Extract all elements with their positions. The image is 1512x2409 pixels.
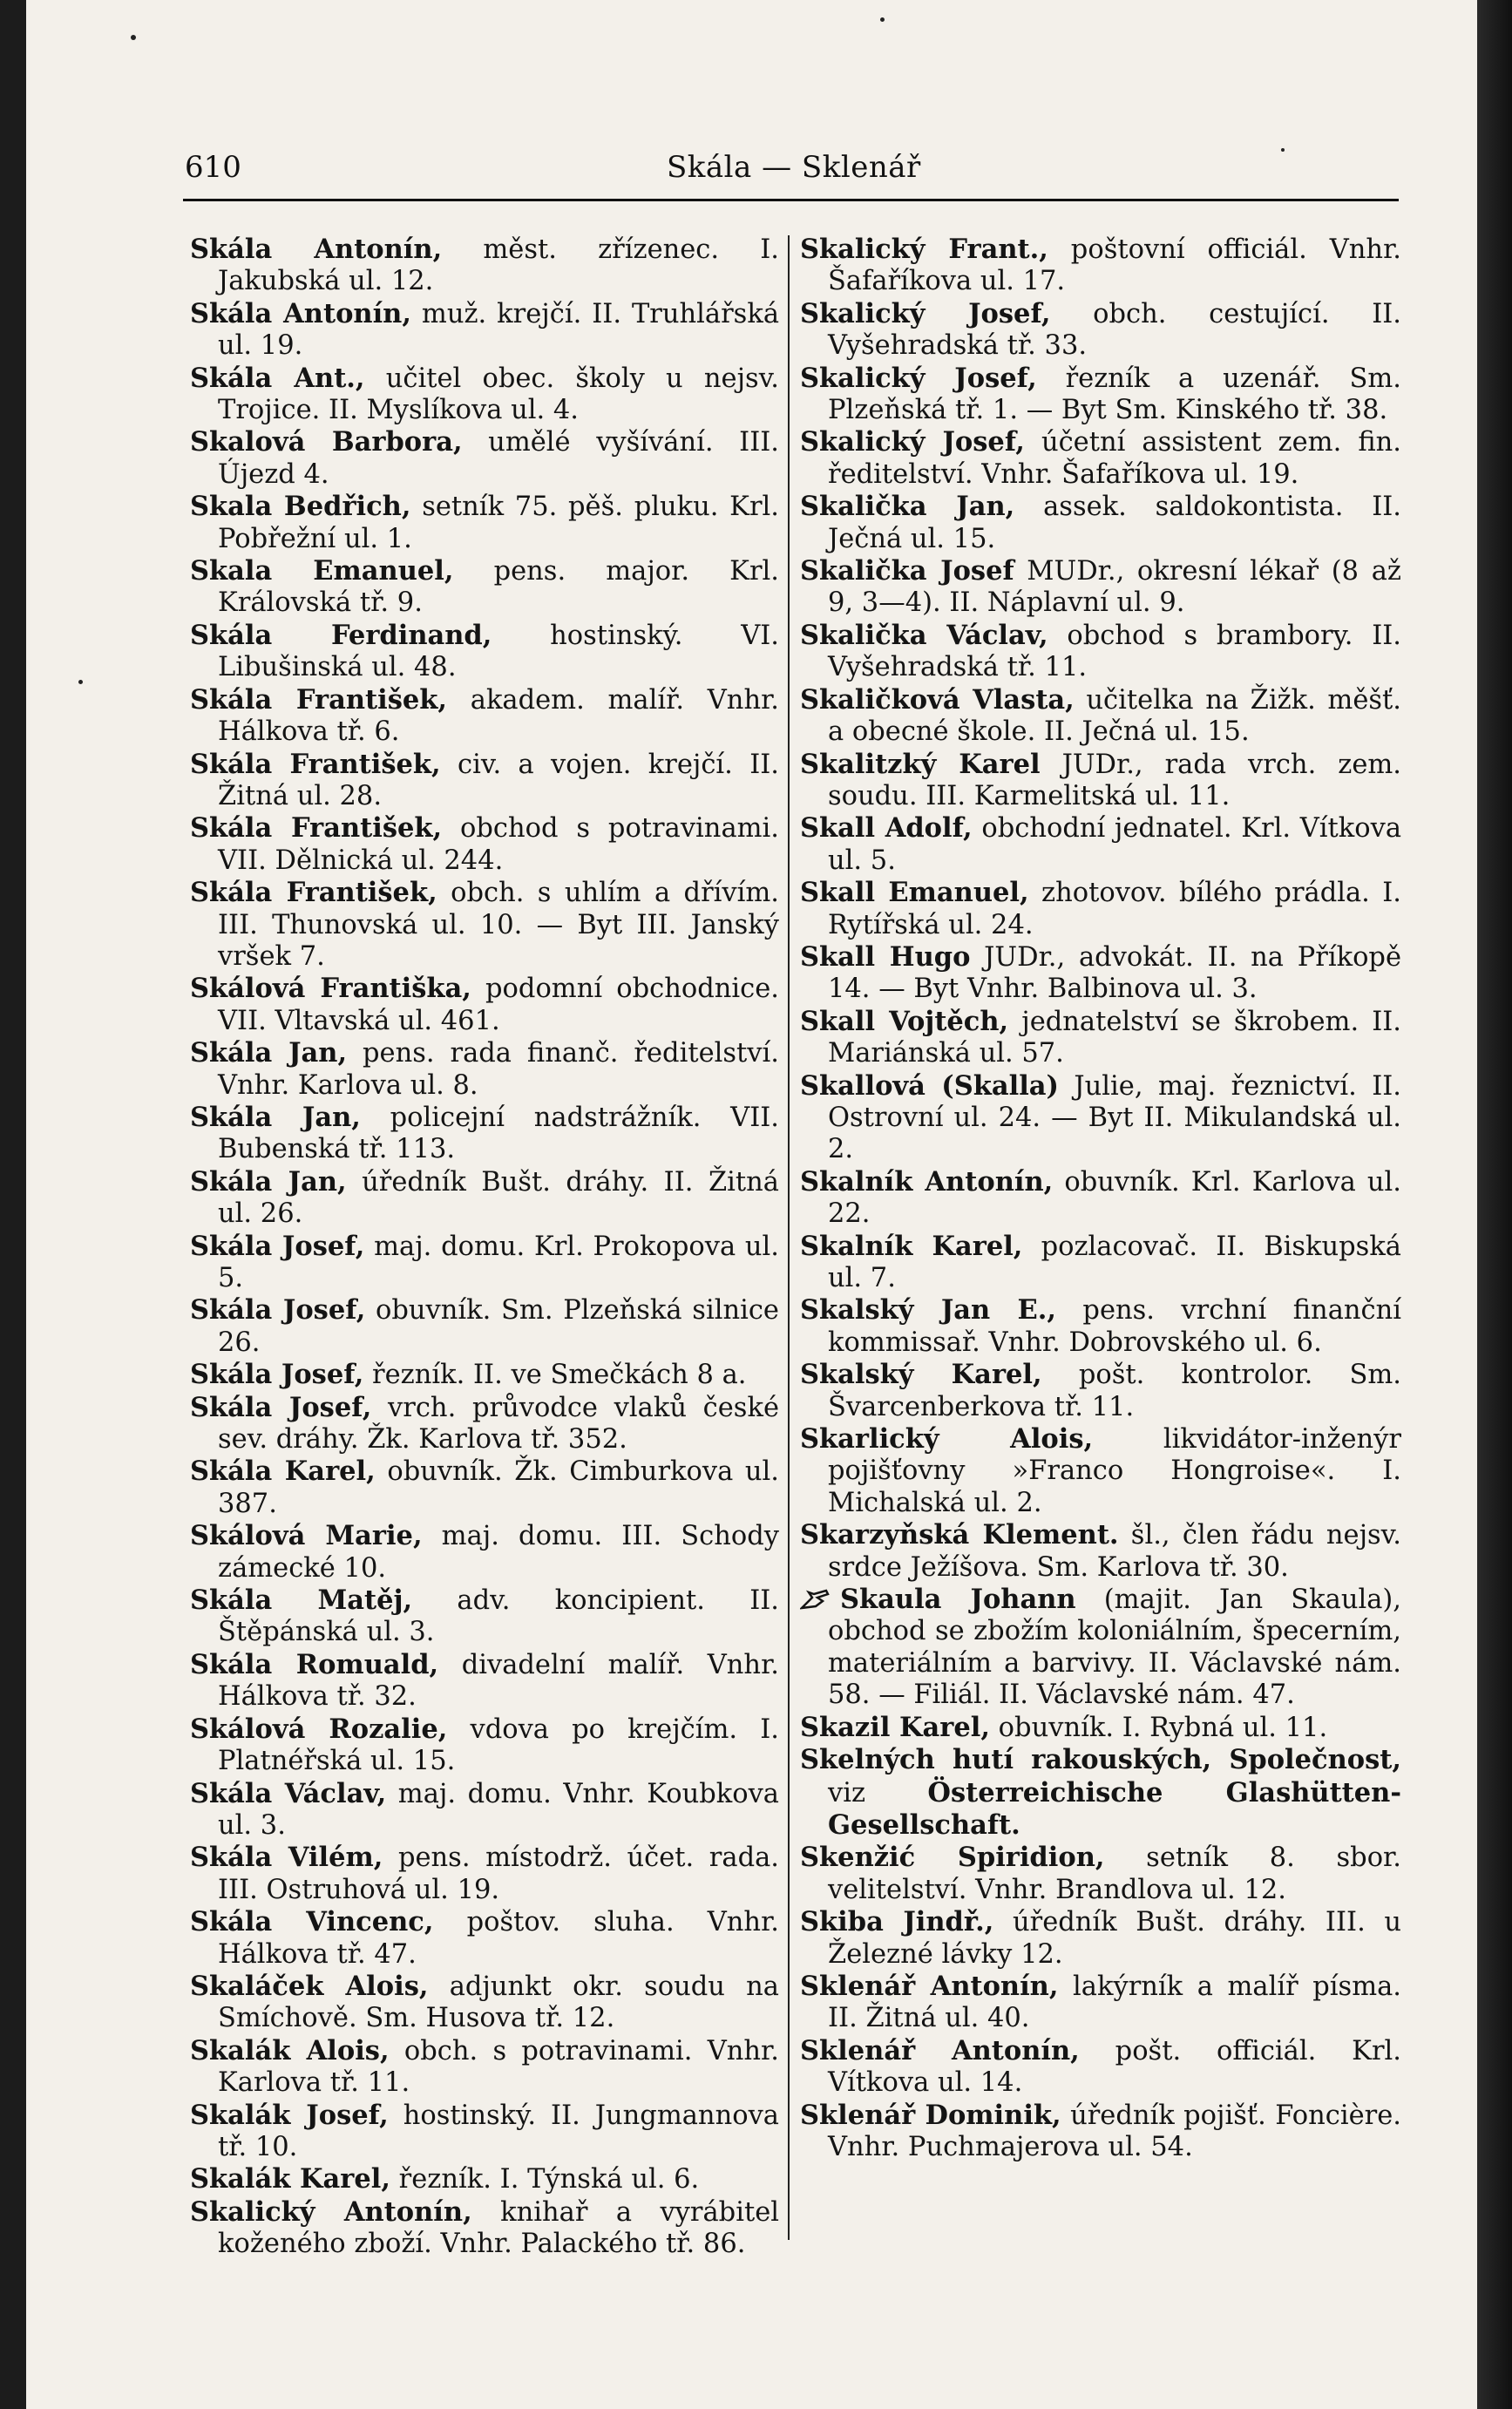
directory-entry — [800, 1744, 1401, 1842]
entry-name: Skála Ant., — [190, 362, 365, 394]
entry-name: Skall Adolf, — [800, 812, 973, 845]
entry-name: Skála Matěj, — [190, 1585, 413, 1617]
entry-name: Skála Josef, — [190, 1230, 365, 1262]
entry-name: Sklenář Antonín, — [800, 2034, 1080, 2066]
header-rule — [183, 199, 1399, 201]
directory-entry — [190, 1971, 779, 2035]
directory-entry — [800, 1423, 1401, 1519]
directory-entry — [800, 1166, 1401, 1231]
directory-entry — [190, 620, 779, 684]
entry-name: Skaličková Vlasta, — [800, 683, 1075, 716]
directory-entry — [190, 491, 779, 555]
entry-details: hostinský. II. Jungmannova tř. 10. — [218, 2100, 779, 2162]
directory-entry — [800, 1359, 1401, 1423]
running-head — [26, 150, 1477, 202]
entry-name: Skála František, — [190, 683, 448, 716]
entry-name: Skála Jan, — [190, 1165, 347, 1198]
entry-details: úředník Bušt. dráhy. II. Žitná ul. 26. — [218, 1166, 779, 1230]
entry-details: pens. vrchní finanční kommissař. Vnhr. Dobrovského ul. 6. — [828, 1295, 1401, 1358]
entry-name: Skálová Marie, — [190, 1520, 423, 1552]
directory-entry — [190, 1392, 779, 1456]
directory-entry — [190, 812, 779, 877]
scan-speck — [880, 17, 885, 22]
directory-entry — [190, 1649, 779, 1713]
entry-name: Skála Jan, — [190, 1101, 361, 1133]
entry-details: likvidátor-inženýr pojišťovny »Franco Hongroise«. I. Michalská ul. 2. — [828, 1424, 1401, 1518]
entry-name: Skála František, — [190, 877, 437, 909]
directory-entry — [190, 1778, 779, 1842]
entry-details: obch. s potravinami. Vnhr. Karlova tř. 11. — [218, 2035, 779, 2099]
directory-entry — [800, 749, 1401, 813]
entry-details: obchod s potravinami. VII. Dělnická ul. 244. — [218, 813, 780, 876]
entry-details: obch. s uhlím a dřívím. III. Thunovská ul. 10. — Byt III. Janský vršek 7. — [218, 878, 780, 972]
entry-details: obch. cestující. II. Vyšehradská tř. 33. — [828, 298, 1401, 362]
directory-entry — [800, 812, 1401, 877]
entry-name: Skála Jan, — [190, 1037, 348, 1069]
directory-entry — [190, 1294, 779, 1359]
entry-name: Skalitzký Karel — [800, 748, 1041, 780]
entry-details: úředník pojišť. Foncière. Vnhr. Puchmajerova ul. 54. — [828, 2100, 1401, 2162]
entry-name: Skála Vilém, — [190, 1842, 383, 1874]
scan-speck — [78, 680, 83, 684]
directory-entry — [800, 1906, 1401, 1971]
entry-name: Skalický Frant., — [800, 234, 1048, 265]
entry-details: maj. domu. III. Schody zámecké 10. — [218, 1521, 779, 1584]
directory-entry — [190, 298, 779, 363]
entry-details: Julie, maj. řeznictví. II. Ostrovní ul. 24. — Byt II. Mikulandská ul. 2. — [828, 1070, 1401, 1165]
directory-entry — [190, 2035, 779, 2100]
entry-details: lakýrník a malíř písma. II. Žitná ul. 40. — [828, 1971, 1401, 2034]
entry-details: adjunkt okr. soudu na Smíchově. Sm. Husova tř. 12. — [218, 1971, 779, 2034]
entry-name: Skalička Václav, — [800, 619, 1048, 651]
directory-entry — [800, 1519, 1401, 1584]
pointing-hand-icon — [800, 1587, 835, 1612]
entry-name: Skála Václav, — [190, 1777, 387, 1809]
entry-name: Skalský Karel, — [800, 1359, 1042, 1391]
entry-reference: Österreichische Glashütten-Gesellschaft. — [828, 1776, 1401, 1841]
entry-details: obchod s brambory. II. Vyšehradská tř. 11. — [828, 620, 1401, 683]
entry-name: Skála Vincenc, — [190, 1906, 434, 1938]
entry-details: pošt. officiál. Krl. Vítkova ul. 14. — [828, 2035, 1401, 2099]
directory-entry — [190, 1520, 779, 1585]
entry-details: řezník. I. Týnská ul. 6. — [390, 2164, 700, 2195]
entry-details: vdova po krejčím. I. Platnéřská ul. 15. — [218, 1713, 779, 1777]
directory-entry — [800, 620, 1401, 684]
directory-entry — [190, 749, 779, 813]
entry-name: Skall Vojtěch, — [800, 1005, 1009, 1037]
entry-name: Skaláček Alois, — [190, 1970, 429, 2002]
entry-name: Skálová Rozalie, — [190, 1713, 448, 1745]
entry-name: Skalník Antonín, — [800, 1165, 1054, 1198]
directory-entry — [190, 1037, 779, 1102]
directory-entry — [190, 877, 779, 973]
entry-details: umělé vyšívání. III. Újezd 4. — [218, 427, 779, 490]
directory-entry — [190, 1906, 779, 1971]
entry-details: maj. domu. Vnhr. Koubkova ul. 3. — [218, 1778, 779, 1841]
entry-details: poštovní officiál. Vnhr. Šafaříkova ul. 17. — [828, 234, 1401, 297]
entry-name: Skalický Josef, — [800, 426, 1025, 458]
directory-entry — [190, 234, 779, 298]
entry-name: Skall Hugo — [800, 940, 971, 973]
directory-entry — [800, 1294, 1401, 1359]
directory-entry — [190, 684, 779, 749]
entry-name: Skalák Josef, — [190, 2099, 389, 2131]
entry-name: Skala Bedřich, — [190, 491, 411, 523]
directory-entry — [800, 2035, 1401, 2100]
entry-details: pens. místodrž. účet. rada. III. Ostruhová ul. 19. — [218, 1842, 779, 1905]
entry-name: Skála Josef, — [190, 1294, 366, 1327]
directory-entry — [190, 2163, 779, 2195]
entry-name: Skarlický Alois, — [800, 1423, 1094, 1456]
entry-details: obuvník. Sm. Plzeňská silnice 26. — [218, 1295, 779, 1358]
entry-details: adv. koncipient. II. Štěpánská ul. 3. — [218, 1585, 780, 1648]
directory-entry — [190, 1166, 779, 1231]
entry-name: Skala Emanuel, — [190, 555, 454, 587]
entry-name: Skalák Karel, — [190, 2163, 390, 2195]
entry-name: Skalová Barbora, — [190, 426, 463, 458]
entry-details: muž. krejčí. II. Truhlářská ul. 19. — [218, 298, 780, 362]
directory-entry — [800, 1842, 1401, 1906]
directory-entry — [800, 298, 1401, 363]
entry-details: obuvník. I. Rybná ul. 11. — [989, 1712, 1328, 1743]
directory-entry — [800, 1231, 1401, 1295]
directory-entry — [190, 426, 779, 491]
running-title: Skála — Sklenář — [667, 150, 921, 185]
directory-entry — [800, 363, 1401, 427]
entry-details: viz — [828, 1777, 928, 1808]
directory-entry — [800, 555, 1401, 620]
entry-details: řezník. II. ve Smečkách 8 a. — [363, 1360, 747, 1391]
directory-entry — [190, 1102, 779, 1166]
directory-entry — [800, 1006, 1401, 1070]
directory-entry — [190, 1456, 779, 1520]
entry-details: pošt. kontrolor. Sm. Švarcenberkova tř. 11. — [828, 1360, 1401, 1422]
directory-entry — [190, 555, 779, 620]
entry-name: Skarzyňská Klement. — [800, 1519, 1119, 1551]
entry-details: akadem. malíř. Vnhr. Hálkova tř. 6. — [218, 684, 780, 748]
entry-details: assek. saldokontista. II. Ječná ul. 15. — [828, 492, 1402, 554]
entry-details: vrch. průvodce vlaků české sev. dráhy. Žk. Karlova tř. 352. — [218, 1392, 779, 1456]
entry-name: Skála František, — [190, 812, 443, 845]
entry-details: pens. major. Krl. Královská tř. 9. — [218, 556, 779, 619]
entry-name: Skalický Antonín, — [190, 2195, 472, 2228]
entry-details: obuvník. Krl. Karlova ul. 22. — [828, 1166, 1401, 1230]
entry-details: měst. zřízenec. I. Jakubská ul. 12. — [218, 234, 779, 297]
scan-speck — [1281, 148, 1285, 152]
directory-entry — [190, 363, 779, 427]
entry-name: Skalák Alois, — [190, 2034, 390, 2066]
directory-entry — [190, 1713, 779, 1778]
entry-name: Skála František, — [190, 748, 441, 780]
directory-entry — [190, 973, 779, 1037]
directory-entry — [190, 1231, 779, 1295]
right-column — [800, 234, 1401, 2163]
scan-speck — [131, 35, 136, 40]
entry-details: JUDr., rada vrch. zem. soudu. III. Karmelitská ul. 11. — [828, 749, 1401, 811]
scan-border — [1477, 0, 1512, 2409]
entry-name: Skalička Josef — [800, 555, 1014, 587]
entry-details: obchodní jednatel. Krl. Vítkova ul. 5. — [828, 813, 1402, 876]
entry-details: (majit. Jan Skaula), obchod se zbožím koloniálním, špecerním, materiálním a barvivy. II. Václavské nám. 58. — Filiál. II. Václavské nám. 47. — [828, 1585, 1401, 1711]
column-divider — [788, 235, 790, 2240]
entry-name: Skaula Johann — [840, 1584, 1076, 1616]
entry-details: řezník a uzenář. Sm. Plzeňská tř. 1. — Byt Sm. Kinského tř. 38. — [828, 363, 1401, 426]
entry-details: civ. a vojen. krejčí. II. Žitná ul. 28. — [218, 749, 779, 811]
entry-details: JUDr., advokát. II. na Příkopě 14. — Byt Vnhr. Balbinova ul. 3. — [828, 941, 1402, 1005]
directory-entry — [800, 234, 1401, 298]
entry-details: obuvník. Žk. Cimburkova ul. 387. — [218, 1456, 779, 1519]
entry-name: Skazil Karel, — [800, 1711, 990, 1743]
entry-details: učitel obec. školy u nejsv. Trojice. II. Myslíkova ul. 4. — [218, 363, 779, 426]
entry-name: Skall Emanuel, — [800, 877, 1029, 909]
entry-details: divadelní malíř. Vnhr. Hálkova tř. 32. — [218, 1649, 779, 1713]
entry-name: Skála Josef, — [190, 1391, 372, 1423]
page-number: 610 — [185, 150, 241, 185]
entry-details: pens. rada finanč. ředitelství. Vnhr. Karlova ul. 8. — [218, 1038, 779, 1101]
directory-entry — [800, 426, 1401, 491]
directory-entry — [800, 684, 1401, 749]
directory-entry — [800, 877, 1401, 941]
entry-details: účetní assistent zem. fin. ředitelství. Vnhr. Šafaříkova ul. 19. — [828, 427, 1401, 490]
directory-entry — [800, 1070, 1401, 1166]
directory-entry — [190, 1585, 779, 1649]
directory-page — [26, 0, 1477, 2409]
entry-name: Skalník Karel, — [800, 1230, 1023, 1262]
entry-name: Skála Antonín, — [190, 297, 411, 329]
entry-details: úředník Bušt. dráhy. III. u Železné lávky 12. — [828, 1907, 1401, 1970]
entry-name: Sklenář Antonín, — [800, 1970, 1059, 2002]
entry-details: učitelka na Žižk. měšť. a obecné škole. II. Ječná ul. 15. — [828, 684, 1401, 748]
entry-details: setník 8. sbor. velitelství. Vnhr. Brandlova ul. 12. — [828, 1842, 1401, 1905]
entry-name: Skála Ferdinand, — [190, 619, 492, 651]
entry-details: podomní obchodnice. VII. Vltavská ul. 461. — [218, 974, 779, 1036]
directory-entry — [190, 2196, 779, 2261]
entry-details: maj. domu. Krl. Prokopova ul. 5. — [218, 1231, 779, 1293]
entry-details: setník 75. pěš. pluku. Krl. Pobřežní ul. 1. — [218, 492, 779, 554]
entry-details: MUDr., okresní lékař (8 až 9, 3—4). II. Náplavní ul. 9. — [828, 556, 1401, 619]
directory-entry — [190, 1842, 779, 1906]
directory-entry — [800, 1584, 1401, 1712]
entry-details: šl., člen řádu nejsv. srdce Ježíšova. Sm. Karlova tř. 30. — [828, 1520, 1401, 1583]
entry-name: Skála Romuald, — [190, 1648, 439, 1680]
left-column — [190, 234, 779, 2261]
entry-name: Skelných hutí rakouských, Společnost, — [800, 1744, 1401, 1776]
entry-name: Skálová Františka, — [190, 973, 471, 1005]
directory-entry — [800, 2100, 1401, 2164]
entry-details: knihař a vyrábitel koženého zboží. Vnhr. Palackého tř. 86. — [218, 2196, 780, 2260]
entry-details: poštov. sluha. Vnhr. Hálkova tř. 47. — [218, 1907, 779, 1970]
entry-details: policejní nadstrážník. VII. Bubenská tř. 113. — [218, 1102, 779, 1165]
entry-name: Skalský Jan E., — [800, 1294, 1057, 1327]
directory-entry — [190, 1359, 779, 1391]
directory-entry — [190, 2100, 779, 2164]
directory-entry — [800, 1712, 1401, 1744]
entry-name: Skallová (Skalla) — [800, 1069, 1059, 1102]
entry-details: pozlacovač. II. Biskupská ul. 7. — [828, 1231, 1401, 1293]
entry-name: Skála Karel, — [190, 1456, 376, 1488]
entry-name: Skála Josef, — [190, 1359, 364, 1391]
directory-entry — [800, 491, 1401, 555]
directory-entry — [800, 1971, 1401, 2035]
entry-name: Skalický Josef, — [800, 297, 1051, 329]
entry-name: Skenžić Spiridion, — [800, 1842, 1105, 1874]
entry-name: Skalický Josef, — [800, 362, 1037, 394]
entry-details: zhotovov. bílého prádla. I. Rytířská ul. 24. — [828, 878, 1401, 940]
entry-details: jednatelství se škrobem. II. Mariánská ul. 57. — [828, 1006, 1401, 1069]
directory-entry — [800, 941, 1401, 1006]
entry-name: Skalička Jan, — [800, 491, 1015, 523]
entry-name: Skála Antonín, — [190, 234, 443, 265]
entry-name: Sklenář Dominik, — [800, 2099, 1061, 2131]
entry-name: Skiba Jindř., — [800, 1906, 994, 1938]
entry-details: hostinský. VI. Libušinská ul. 48. — [218, 620, 779, 683]
